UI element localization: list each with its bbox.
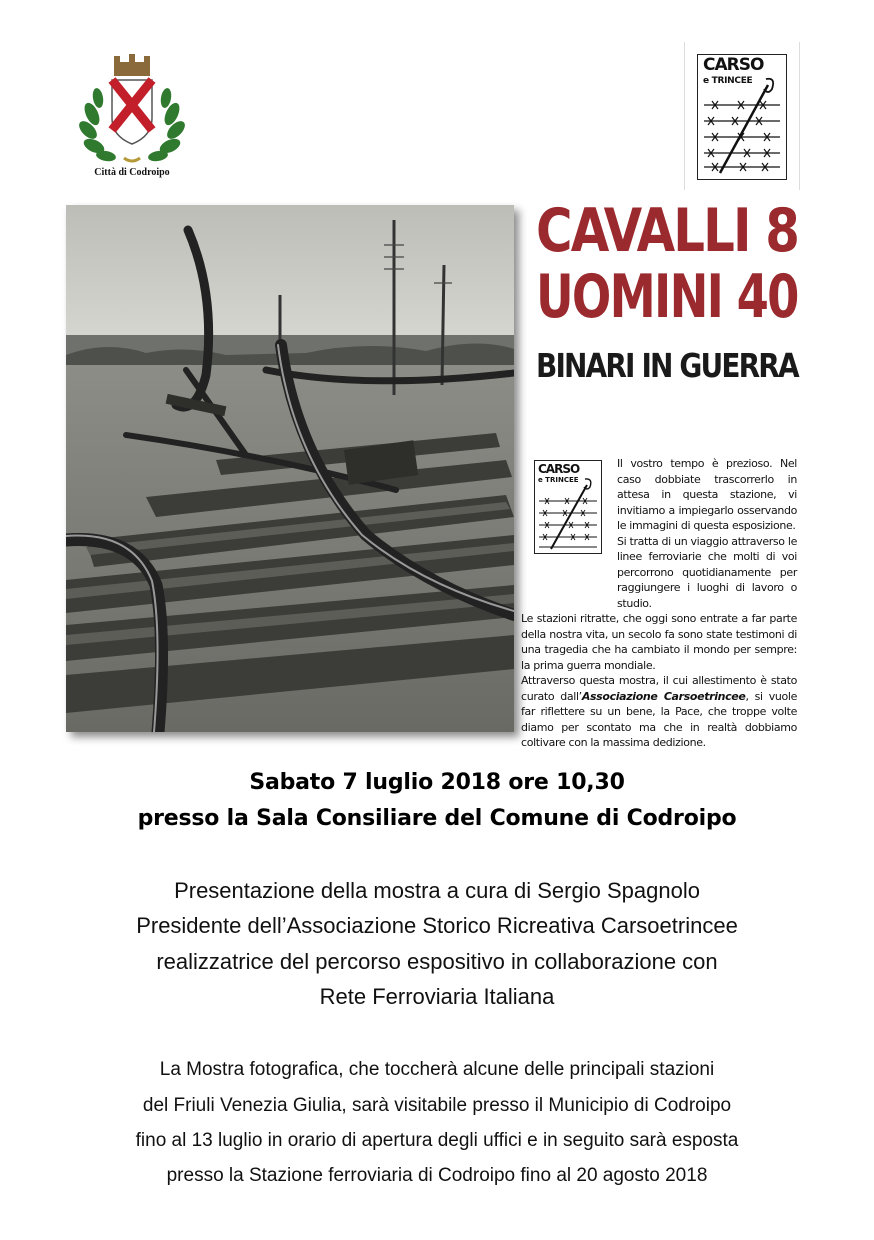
intro-paragraph-1: Il vostro tempo è prezioso. Nel caso dobbiate trascorrerlo in attesa in questa stazione, vi invitiamo a impiegarlo osservando le immagini di questa esposizione.	[617, 457, 797, 532]
logo-subtitle: e TRINCEE	[703, 76, 753, 86]
presentation-line-1: Presentazione della mostra a cura di Sergio Spagnolo	[174, 878, 700, 903]
exhibition-line-3: fino al 13 luglio in orario di apertura degli uffici e in seguito sarà esposta	[135, 1130, 739, 1151]
exhibition-subtitle: BINARI IN GUERRA	[536, 346, 798, 385]
crest-caption: Città di Codroipo	[94, 167, 170, 178]
exhibition-line-4: presso la Stazione ferroviaria di Codroipo fino al 20 agosto 2018	[166, 1165, 708, 1186]
city-crest	[78, 52, 186, 182]
barbed-wire-icon	[698, 55, 786, 179]
association-name: Associazione Carsoetrincee	[581, 689, 746, 703]
intro-paragraph-3: Le stazioni ritratte, che oggi sono entrate a far parte della nostra vita, un secolo fa sono state testimoni di una tragedia che ha cambiato il mondo per sempre: la prima guerra mondiale.	[521, 612, 797, 672]
small-logo-subtitle: e TRINCEE	[538, 476, 579, 484]
event-place: presso la Sala Consiliare del Comune di Codroipo	[137, 806, 737, 831]
small-logo-title: CARSO	[538, 462, 580, 476]
event-date: Sabato 7 luglio 2018 ore 10,30	[249, 770, 625, 795]
intro-paragraph-4: Attraverso questa mostra, il cui allestimento è stato curato dall’Associazione Carsoetrincee, si vuole far riflettere su un bene, la Pace, che troppe volte diamo per scontato ma che in realtà dobbiamo coltivare con la massima dedizione.	[521, 674, 797, 749]
intro-paragraph-2: Si tratta di un viaggio attraverso le linee ferroviarie che molti di voi percorrono quotidianamente per raggiungere i luoghi di lavoro o studio.	[617, 534, 797, 610]
exhibition-title	[536, 198, 798, 330]
exhibition-line-2: del Friuli Venezia Giulia, sarà visitabile presso il Municipio di Codroipo	[142, 1095, 732, 1116]
title-line-1: CAVALLI 8	[536, 196, 798, 266]
presentation-line-3: realizzatrice del percorso espositivo in collaborazione con	[156, 949, 718, 974]
logo-title: CARSO	[703, 55, 764, 75]
intro-text	[521, 456, 797, 751]
historic-railway-photo	[66, 205, 514, 732]
title-line-2: UOMINI 40	[536, 262, 798, 332]
presentation-line-4: Rete Ferroviaria Italiana	[319, 984, 555, 1009]
carso-trincee-logo	[684, 42, 800, 190]
exhibition-line-1: La Mostra fotografica, che toccherà alcune delle principali stazioni	[159, 1059, 715, 1080]
presentation-line-2: Presidente dell’Associazione Storico Ricreativa Carsoetrincee	[136, 913, 738, 938]
